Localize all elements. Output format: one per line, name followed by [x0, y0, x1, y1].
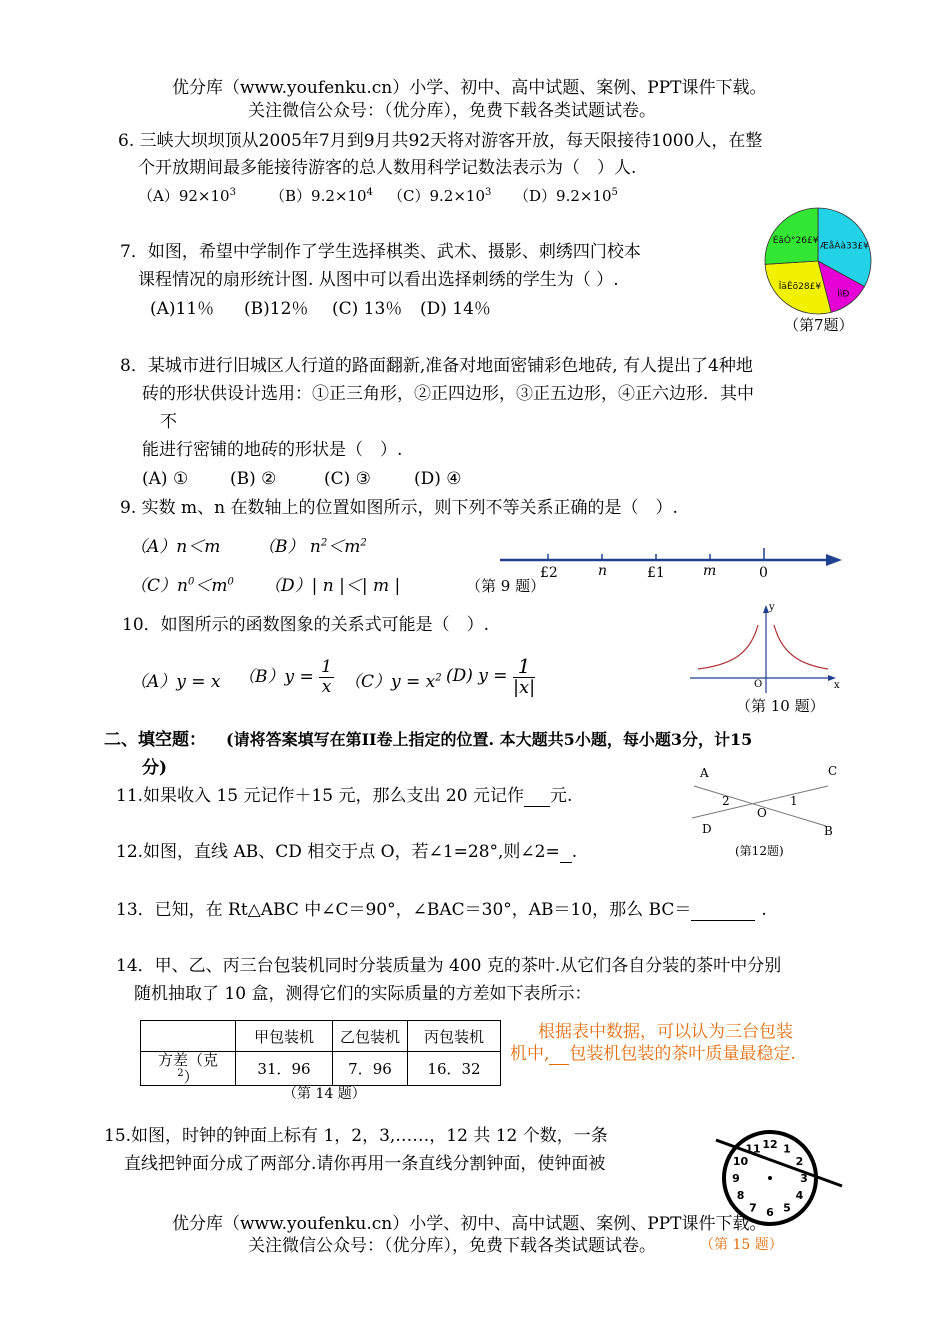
- clock-number: 3: [800, 1172, 808, 1185]
- table-header: 乙包装机: [333, 1021, 408, 1052]
- q14-line-1: 14．甲、乙、丙三台包装机同时分装质量为 400 克的茶叶.从它们各自分装的茶叶中分别: [116, 956, 782, 976]
- clock-number: 1: [783, 1142, 791, 1156]
- q10-axis-x-label: x: [834, 680, 840, 691]
- q7-pie-chart: [763, 206, 873, 316]
- clock-number: 5: [783, 1201, 791, 1215]
- q9-option-b: （B） $n^2<m^2$: [258, 537, 367, 557]
- q15-line-1: 15.如图，时钟的钟面上标有 1，2，3,……，12 共 12 个数，一条: [104, 1126, 608, 1146]
- q12-answer-blank[interactable]: [560, 842, 572, 863]
- q8-line-1: 8．某城市进行旧城区人行道的路面翻新,准备对地面密铺彩色地砖, 有人提出了4种地: [120, 356, 753, 376]
- q8-option-d: (D) ④: [414, 469, 462, 489]
- table-cell: 16．32: [408, 1052, 501, 1086]
- pie-slice-label: ÆåÀà33£¥: [820, 241, 869, 252]
- pie-slice-label: ÎäÊõ28£¥: [778, 281, 822, 292]
- clock-number: 2: [795, 1155, 804, 1168]
- q9-caption: （第 9 题）: [466, 577, 546, 595]
- q6-line-1: 6. 三峡大坝坝顶从2005年7月到9月共92天将对游客开放，每天限接待1000人，在整: [118, 131, 763, 151]
- q14-answer-blank[interactable]: [549, 1044, 569, 1065]
- q12-label-a: A: [700, 766, 709, 780]
- clock-number: 10: [732, 1155, 749, 1168]
- q11-answer-blank[interactable]: [524, 786, 550, 807]
- q8-option-c: (C) ③: [324, 469, 371, 489]
- q12-label-2: 2: [722, 794, 730, 808]
- q14-line-2: 随机抽取了 10 盒，测得它们的实际质量的方差如下表所示：: [134, 984, 592, 1004]
- q12-label-b: B: [824, 824, 833, 838]
- header-line-1: 优分库（www.youfenku.cn）小学、初中、高中试题、案例、PPT课件下载。: [172, 78, 767, 98]
- q12-label-d: D: [702, 822, 712, 836]
- q12-text: 12.如图，直线 AB、CD 相交于点 O，若∠1=28°,则∠2= .: [116, 842, 578, 862]
- q7-option-b: (B)12％: [244, 299, 309, 319]
- q10-function-graph: [690, 605, 840, 695]
- q9-label-m: m: [703, 563, 717, 579]
- clock-number: 12: [762, 1138, 778, 1151]
- q10-option-a: （A）y = x: [130, 672, 221, 692]
- footer-line-1: 优分库（www.youfenku.cn）小学、初中、高中试题、案例、PPT课件下载。: [172, 1214, 767, 1234]
- q8-line-2: 砖的形状供设计选用：①正三角形，②正四边形，③正五边形，④正六边形．其中: [142, 384, 754, 404]
- q14-caption: （第 14 题）: [283, 1086, 366, 1102]
- footer-line-2: 关注微信公众号：（优分库），免费下载各类试题试卷。: [248, 1236, 656, 1256]
- q8-option-b: (B) ②: [230, 469, 277, 489]
- q8-option-a: (A) ①: [142, 469, 189, 489]
- q8-line-3: 不: [160, 412, 177, 432]
- q12-label-1: 1: [790, 794, 798, 808]
- section2-note-2: 分): [142, 758, 168, 778]
- clock-number: 11: [745, 1142, 761, 1156]
- table-cell: 31．96: [236, 1052, 333, 1086]
- q10-axis-y-label: y: [769, 602, 775, 613]
- q9-label-neg1: £1: [647, 565, 665, 581]
- section2-title: 二、填空题：: [104, 730, 206, 750]
- q9-label-0: 0: [759, 565, 768, 581]
- clock-number: 4: [795, 1189, 804, 1202]
- q7-line-2: 课程情况的扇形统计图. 从图中可以看出选择刺绣的学生为（ ）.: [138, 270, 619, 290]
- q15-caption: （第 15 题）: [700, 1237, 783, 1253]
- q10-caption: （第 10 题）: [736, 697, 825, 715]
- table-row-label: 方差（克 $^2$）: [141, 1052, 236, 1086]
- clock-number: 7: [749, 1201, 757, 1215]
- q9-label-n: n: [598, 563, 608, 579]
- clock-number: 9: [732, 1172, 740, 1185]
- q6-line-2: 个开放期间最多能接待游客的总人数用科学记数法表示为（ ）人.: [138, 158, 637, 178]
- q13-text: 13．已知，在 Rt△ABC 中∠C＝90°，∠BAC＝30°，AB＝10，那么 BC＝ .: [116, 900, 767, 920]
- table-row: [141, 1021, 501, 1052]
- table-cell: 7．96: [333, 1052, 408, 1086]
- q9-stem: 9. 实数 m、n 在数轴上的位置如图所示，则下列不等关系正确的是（ ）.: [120, 498, 678, 518]
- q9-option-c: $(C)n^0<m^0$: [130, 576, 234, 596]
- q6-option-b: $(B)9.2\times 10^4$: [270, 187, 373, 205]
- q8-line-4: 能进行密铺的地砖的形状是（ ）.: [142, 440, 403, 460]
- q12-label-o: O: [757, 806, 767, 820]
- header-line-2: 关注微信公众号：（优分库），免费下载各类试题试卷。: [248, 101, 656, 121]
- q12-label-c: C: [828, 764, 838, 778]
- q7-caption: （第7题）: [784, 316, 854, 334]
- section2-note: (请将答案填写在第II卷上指定的位置. 本大题共5小题，每小题3分，计15: [226, 730, 753, 749]
- q11-text: 11.如果收入 15 元记作＋15 元，那么支出 20 元记作 元.: [116, 786, 573, 806]
- q6-option-d: $(D)9.2\times 10^5$: [514, 187, 618, 205]
- q14-orange-line-1: 根据表中数据，可以认为三台包装: [538, 1022, 793, 1042]
- q7-option-d: (D) 14％: [420, 299, 491, 319]
- q15-line-2: 直线把钟面分成了两部分.请你再用一条直线分割钟面，使钟面被: [124, 1154, 606, 1174]
- table-header: 甲包装机: [236, 1021, 333, 1052]
- pie-slice-label: ÌìÐ: [837, 289, 850, 300]
- q7-option-a: (A)11％: [150, 299, 215, 319]
- q10-option-c: $(C)y = x^2$: [344, 672, 442, 692]
- q9-label-neg2: £2: [540, 565, 558, 581]
- q6-option-c: $(C)9.2\times 10^3$: [388, 187, 492, 205]
- clock-number: 8: [736, 1189, 745, 1202]
- q6-option-a: $(A)92\times 10^3$: [138, 187, 236, 205]
- q9-option-d: （D）| n |＜| m |: [264, 576, 401, 596]
- pie-slice-label: ÉãÓ°26£¥: [772, 235, 819, 246]
- clock-number: 6: [766, 1206, 774, 1219]
- q13-answer-blank[interactable]: [691, 900, 755, 921]
- q10-option-b: （B）y = $\frac{1}{x}$: [238, 657, 332, 697]
- q14-orange-line-2: 机中, 包装机包装的茶叶质量最稳定.: [510, 1044, 796, 1064]
- table-cell: [141, 1021, 236, 1052]
- q10-stem: 10．如图所示的函数图象的关系式可能是（ ）.: [122, 615, 490, 635]
- table-header: 丙包装机: [408, 1021, 501, 1052]
- q14-variance-table: [140, 1020, 501, 1086]
- q7-option-c: (C) 13％: [332, 299, 403, 319]
- q7-line-1: 7．如图，希望中学制作了学生选择棋类、武术、摄影、刺绣四门校本: [120, 242, 641, 262]
- q10-option-d: (D) y = $\frac{1}{|x|}$: [446, 654, 536, 698]
- table-row: [141, 1052, 501, 1086]
- q9-option-a: （A）n＜m: [130, 537, 221, 557]
- q12-caption: (第12题): [735, 844, 784, 858]
- q10-origin-label: O: [754, 679, 763, 690]
